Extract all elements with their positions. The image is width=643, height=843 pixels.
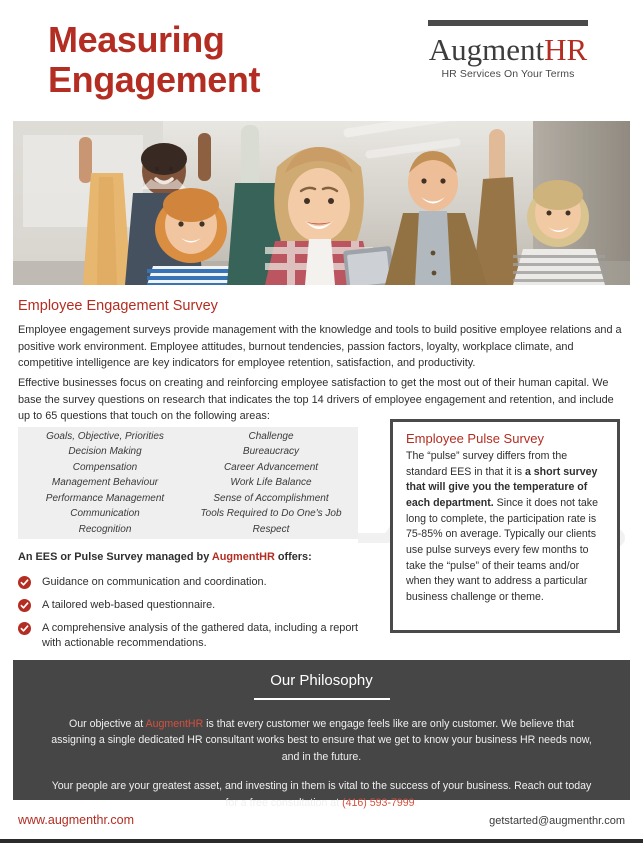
- philosophy-phone-number[interactable]: (416) 593-7999: [342, 796, 415, 809]
- pulse-text-bold: a short survey that will give you the temperature of each department.: [406, 465, 598, 510]
- driver-item: Work Life Balance: [230, 477, 312, 489]
- list-item: [18, 621, 378, 653]
- philosophy-heading: Our Philosophy: [270, 672, 373, 689]
- driver-item: Sense of Accomplishment: [213, 492, 329, 504]
- philosophy-p1-part-2: is that every customer we engage feels like are only customer. We believe that assigning a single dedicated HR consultant works best to ensure that we get to know your business HR needs now, and in the future.: [51, 718, 592, 763]
- driver-item: Tools Required to Do One's Job: [200, 508, 342, 520]
- logo-rule: [428, 20, 588, 26]
- offers-title-brand: AugmentHR: [211, 551, 275, 563]
- logo-word-accent: HR: [544, 32, 588, 67]
- driver-item: Management Behaviour: [51, 477, 159, 489]
- offers-title: [18, 551, 312, 563]
- list-item: [18, 598, 378, 614]
- hero-photo-illustration: [13, 121, 630, 285]
- engagement-drivers-box: [18, 427, 358, 539]
- footer-website-link[interactable]: www.augmenthr.com: [18, 813, 135, 827]
- footer-bottom-rule: [0, 839, 643, 843]
- philosophy-p2-part-2: .: [414, 796, 418, 809]
- page-header: [0, 0, 643, 112]
- philosophy-p1-part-1: Our objective at: [68, 718, 146, 730]
- check-circle-icon: [18, 599, 31, 612]
- offer-item-text: Guidance on communication and coordination.: [42, 576, 267, 588]
- page-title-line-2: Engagement: [48, 59, 261, 101]
- philosophy-p2-part-1: Your people are your greatest asset, and investing in them is vital to the success of your business. Reach out today for a free consultation at: [51, 780, 592, 809]
- philosophy-section: [13, 660, 630, 809]
- pulse-text-part-2: Since it does not take long to complete, the participation rate is 75-85% on average. Typically our clients use pulse surveys every few months to take the “pulse” of their teams and/or when they want to address a particular business challenge or theme.: [406, 497, 598, 604]
- footer-email-link[interactable]: getstarted@augmenthr.com: [489, 815, 625, 827]
- driver-item: Communication: [70, 508, 140, 520]
- drivers-column-right: [188, 429, 354, 538]
- offers-title-suffix: offers:: [274, 551, 312, 563]
- driver-item: Challenge: [248, 430, 294, 442]
- ees-section-heading: Employee Engagement Survey: [18, 298, 218, 314]
- philosophy-brand: AugmentHR: [145, 718, 204, 730]
- offer-item-text: A comprehensive analysis of the gathered data, including a report with actionable recommendations.: [42, 621, 359, 650]
- ees-paragraph-2: Effective businesses focus on creating and reinforcing employee satisfaction to get the most out of their human capital. We base the survey questions on research that indicates the top 14 drivers of employee engagement and retention, and include up to 65 questions that touch on the following areas:: [18, 377, 614, 423]
- logo-wordmark: [418, 34, 598, 66]
- augmenthr-logo: [418, 20, 598, 80]
- hero-photo: [13, 121, 630, 285]
- offers-list: [18, 575, 378, 659]
- page-footer: [0, 805, 643, 843]
- logo-word-primary: Augment: [428, 32, 545, 67]
- page-title-line-1: Measuring: [48, 19, 225, 60]
- offer-item-text: A tailored web-based questionnaire.: [42, 598, 216, 611]
- drivers-column-left: [22, 429, 188, 538]
- driver-item: Compensation: [72, 461, 138, 473]
- philosophy-underline: [254, 698, 390, 700]
- offers-title-prefix: An EES or Pulse Survey managed by: [18, 551, 212, 563]
- driver-item: Career Advancement: [223, 461, 319, 473]
- pulse-survey-heading: Employee Pulse Survey: [406, 431, 545, 446]
- driver-item: Respect: [252, 523, 290, 535]
- pulse-text-part-1: The “pulse” survey differs from the standard EES in that it is: [406, 450, 568, 478]
- driver-item: Recognition: [78, 523, 132, 535]
- driver-item: Bureaucracy: [242, 446, 300, 458]
- logo-tagline: HR Services On Your Terms: [441, 67, 575, 80]
- check-circle-icon: [18, 576, 31, 589]
- employee-pulse-survey-box: [390, 419, 620, 633]
- ees-paragraph-1: Employee engagement surveys provide management with the knowledge and tools to build positive employee relations and a positive work environment. Employee attitudes, burnout tendencies, passion factors, loyalty, workplace climate, and competitive intelligence are key indicators for employee retention, satisfaction, and productivity.: [18, 324, 622, 370]
- pulse-survey-text: [406, 449, 604, 606]
- check-circle-icon: [18, 622, 31, 635]
- philosophy-paragraph-1: [13, 716, 630, 765]
- driver-item: Goals, Objective, Priorities: [46, 430, 164, 442]
- page-title: [48, 20, 388, 101]
- list-item: [18, 575, 378, 591]
- driver-item: Decision Making: [68, 446, 142, 458]
- driver-item: Performance Management: [45, 492, 165, 504]
